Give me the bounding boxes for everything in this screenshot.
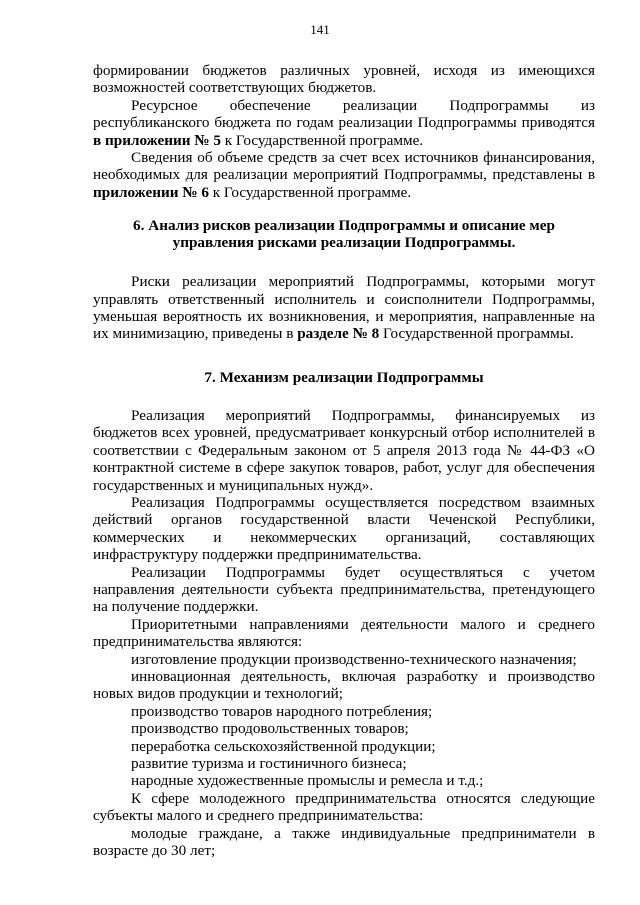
section-7-heading: 7. Механизм реализации Подпрограммы xyxy=(204,368,484,386)
paragraph-funding-volume xyxy=(93,149,595,201)
paragraph-text: Сведения об объеме средств за счет всех источников финансирования, необходимых для реализации мероприятий Подпрограммы, представлены в xyxy=(93,149,595,184)
paragraph-mechanism-direction: Реализации Подпрограммы будет осуществляться с учетом направления деятельности субъекта предпринимательства, претендующего на получение поддержки. xyxy=(93,563,595,616)
paragraph-text: к Государственной программе. xyxy=(220,131,424,149)
priority-list-item: производство товаров народного потребления; xyxy=(131,702,433,720)
paragraph-mechanism-interaction: Реализация Подпрограммы осуществляется посредством взаимных действий органов государственной власти Чеченской Республики, коммерческих и некоммерческих организаций, составляющих инфраструктуру поддержки предпринимательства. xyxy=(93,493,595,564)
paragraph-text: Риски реализации мероприятий Подпрограммы, которыми могут управлять ответственный исполнитель и соисполнители Подпрограммы, уменьшая вероятность их возникновения, и мероприятия, направленные на их минимизацию, приведены в xyxy=(93,273,595,343)
priority-list-item: изготовление продукции производственно-технического назначения; xyxy=(131,650,577,668)
priority-list-item: развитие туризма и гостиничного бизнеса; xyxy=(131,755,407,772)
paragraph-risks xyxy=(93,273,595,343)
priority-list-item: производство продовольственных товаров; xyxy=(131,720,409,738)
paragraph-text: формировании бюджетов различных уровней, исходя из имеющихся возможностей соответствующих бюджетов. xyxy=(93,62,595,97)
section-6-heading: 6. Анализ рисков реализации Подпрограммы и описание мер управления рисками реализации Подпрограммы. xyxy=(133,217,555,252)
page-number: 141 xyxy=(310,22,330,37)
youth-list-item: молодые граждане, а также индивидуальные предприниматели в возрасте до 30 лет; xyxy=(93,824,595,860)
appendix-5-reference: в приложении № 5 xyxy=(93,131,221,149)
priority-list-item: переработка сельскохозяйственной продукции; xyxy=(131,737,436,755)
document-body xyxy=(93,62,595,859)
paragraph-resource-provision xyxy=(93,97,595,149)
paragraph-priorities-intro: Приоритетными направлениями деятельности малого и среднего предпринимательства являются: xyxy=(93,615,595,651)
paragraph-budget-formation xyxy=(93,62,595,97)
paragraph-mechanism-tender: Реализация мероприятий Подпрограммы, финансируемых из бюджетов всех уровней, предусматривает конкурсный отбор исполнителей в соответствии с Федеральным законом от 5 апреля 2013 года № 44-ФЗ «О контрактной системе в сфере закупок товаров, работ, услуг для обеспечения государственных и муниципальных нужд». xyxy=(93,406,595,494)
paragraph-text: Ресурсное обеспечение реализации Подпрограммы из республиканского бюджета по годам реализации Подпрограммы приводятся xyxy=(93,96,595,132)
priority-list-item: народные художественные промыслы и ремесла и т.д.; xyxy=(131,772,484,790)
paragraph-text: к Государственной программе. xyxy=(208,183,412,201)
priority-list-item: инновационная деятельность, включая разработку и производство новых видов продукции и технологий; xyxy=(93,667,595,703)
paragraph-youth-intro: К сфере молодежного предпринимательства относятся следующие субъекты малого и среднего предпринимательства: xyxy=(93,789,595,825)
paragraph-text: Государственной программы. xyxy=(379,325,574,343)
section-8-reference: разделе № 8 xyxy=(297,325,380,343)
appendix-6-reference: приложении № 6 xyxy=(93,183,209,201)
